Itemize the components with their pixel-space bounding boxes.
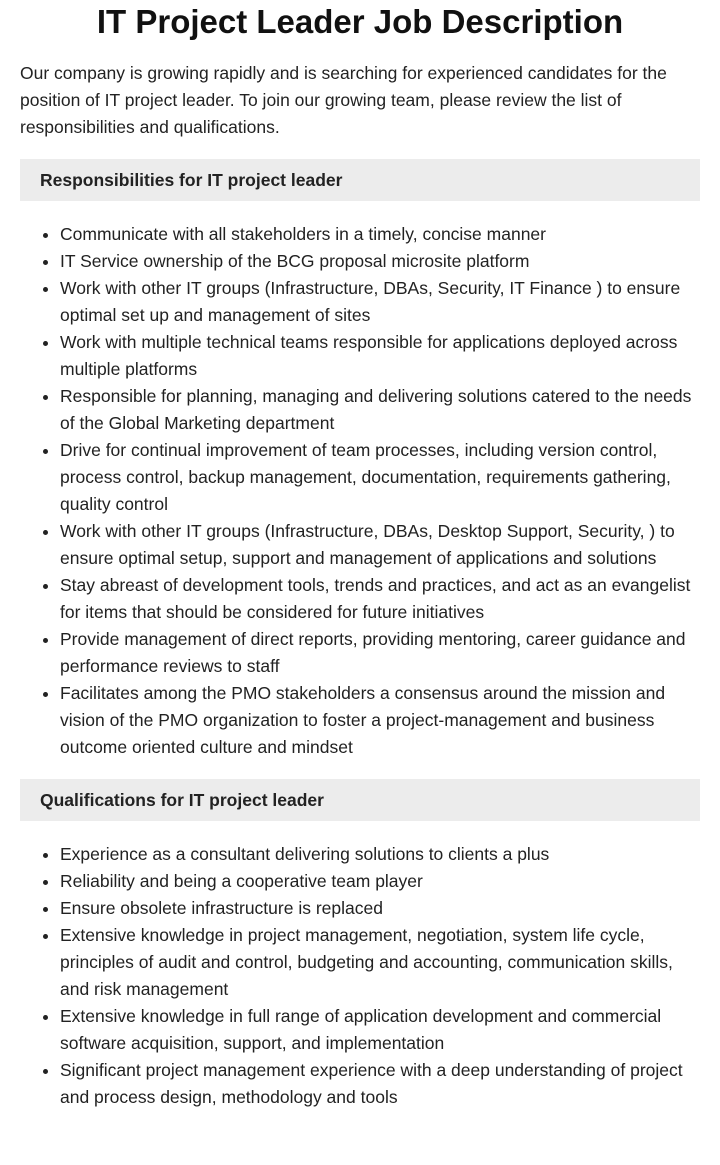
page-title: IT Project Leader Job Description	[96, 3, 624, 40]
list-item: • Work with other IT groups (Infrastructure, DBAs, Security, IT Finance ) to ensure optimal set up and management of sites	[60, 275, 700, 329]
responsibilities-list	[20, 221, 700, 761]
list-item: • Ensure obsolete infrastructure is replaced	[60, 895, 700, 922]
list-item: • Communicate with all stakeholders in a timely, concise manner	[60, 221, 700, 248]
list-item: • Work with multiple technical teams responsible for applications deployed across multiple platforms	[60, 329, 700, 383]
list-item: • Drive for continual improvement of team processes, including version control, process control, backup management, documentation, requirements gathering, quality control	[60, 437, 700, 518]
list-item: • Stay abreast of development tools, trends and practices, and act as an evangelist for items that should be considered for future initiatives	[60, 572, 700, 626]
list-item: • Extensive knowledge in full range of application development and commercial software acquisition, support, and implementation	[60, 1003, 700, 1057]
list-item: • Significant project management experience with a deep understanding of project and process design, methodology and tools	[60, 1057, 700, 1111]
responsibilities-heading: Responsibilities for IT project leader	[20, 159, 700, 201]
list-item: • IT Service ownership of the BCG proposal microsite platform	[60, 248, 700, 275]
list-item: • Extensive knowledge in project management, negotiation, system life cycle, principles of audit and control, budgeting and accounting, communication skills, and risk management	[60, 922, 700, 1003]
qualifications-heading: Qualifications for IT project leader	[20, 779, 700, 821]
list-item: • Facilitates among the PMO stakeholders a consensus around the mission and vision of the PMO organization to foster a project-management and business outcome oriented culture and mindset	[60, 680, 700, 761]
list-item: • Work with other IT groups (Infrastructure, DBAs, Desktop Support, Security, ) to ensure optimal setup, support and management of applications and solutions	[60, 518, 700, 572]
intro-paragraph: Our company is growing rapidly and is searching for experienced candidates for the position of IT project leader. To join our growing team, please review the list of responsibilities and qualifications.	[20, 63, 667, 137]
qualifications-list	[20, 841, 700, 1111]
list-item: • Experience as a consultant delivering solutions to clients a plus	[60, 841, 700, 868]
list-item: • Responsible for planning, managing and delivering solutions catered to the needs of the Global Marketing department	[60, 383, 700, 437]
list-item: • Reliability and being a cooperative team player	[60, 868, 700, 895]
list-item: • Provide management of direct reports, providing mentoring, career guidance and performance reviews to staff	[60, 626, 700, 680]
